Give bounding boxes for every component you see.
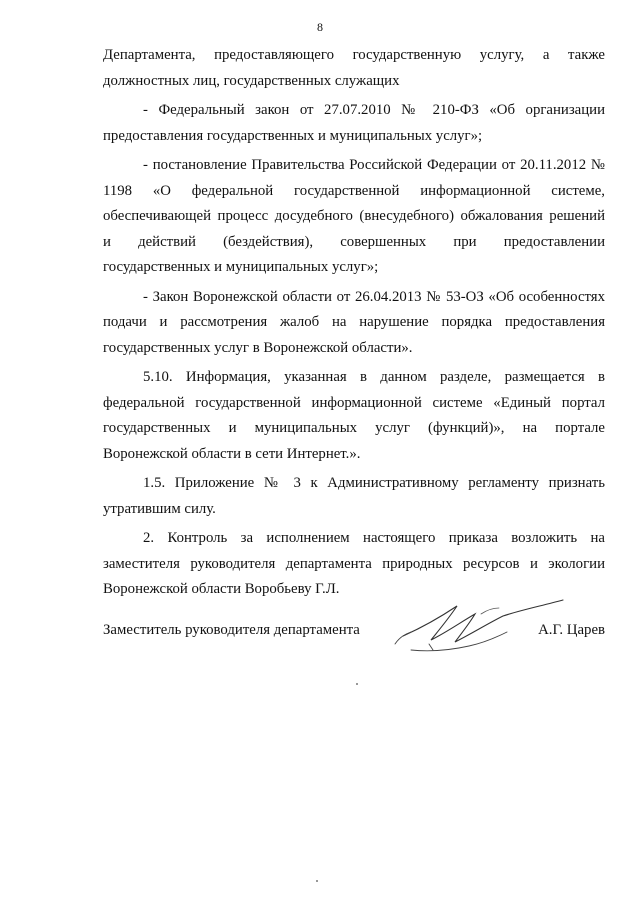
text-line: Департамента, предоставляющего государственную услугу, а также xyxy=(103,47,605,63)
text-line: утратившим силу. xyxy=(103,500,216,517)
document-body xyxy=(103,43,605,607)
text-line: 1.5. Приложение № 3 к Административному регламенту признать xyxy=(143,475,605,491)
paragraph-department-officials xyxy=(103,43,605,94)
text-line: заместителя руководителя департамента природных ресурсов и экологии xyxy=(103,555,605,572)
signatory-name: А.Г. Царев xyxy=(538,622,605,638)
text-line: 1198 «О федеральной государственной информационной системе, xyxy=(103,182,605,199)
page-number: 8 xyxy=(317,20,323,34)
paragraph-5-10 xyxy=(103,365,605,467)
text-line: - Федеральный закон от 27.07.2010 № 210-ФЗ «Об организации xyxy=(143,102,605,118)
text-line: и действий (бездействия), совершенных при предоставлении xyxy=(103,233,605,250)
signatory-position: Заместитель руководителя департамента xyxy=(103,622,360,638)
paragraph-voronezh-law-53 xyxy=(103,285,605,362)
signature-block xyxy=(103,618,605,678)
text-line: должностных лиц, государственных служащих xyxy=(103,72,400,89)
scan-speck xyxy=(316,880,318,882)
text-line: предоставления государственных и муниципальных услуг»; xyxy=(103,127,483,144)
text-line: подачи и рассмотрения жалоб на нарушение порядка предоставления xyxy=(103,314,605,330)
text-line: - Закон Воронежской области от 26.04.2013 № 53-ОЗ «Об особенностях xyxy=(143,288,605,305)
text-line: государственных и муниципальных услуг (функций)», на портале xyxy=(103,420,605,436)
scan-speck xyxy=(356,683,358,685)
paragraph-federal-law-210 xyxy=(103,98,605,149)
text-line: Воронежской области Воробьеву Г.Л. xyxy=(103,581,340,597)
text-line: обеспечивающей процесс досудебного (внесудебного) обжалования решений xyxy=(103,208,605,224)
paragraph-government-decree-1198 xyxy=(103,153,605,281)
text-line: государственных услуг в Воронежской области». xyxy=(103,339,413,356)
text-line: 5.10. Информация, указанная в данном разделе, размещается в xyxy=(143,369,605,385)
text-line: государственных и муниципальных услуг»; xyxy=(103,259,379,275)
text-line: 2. Контроль за исполнением настоящего приказа возложить на xyxy=(143,530,605,546)
text-line: федеральной государственной информационной системе «Единый портал xyxy=(103,394,605,411)
paragraph-1-5 xyxy=(103,471,605,522)
text-line: - постановление Правительства Российской Федерации от 20.11.2012 № xyxy=(143,157,605,173)
text-line: Воронежской области в сети Интернет.». xyxy=(103,445,361,462)
